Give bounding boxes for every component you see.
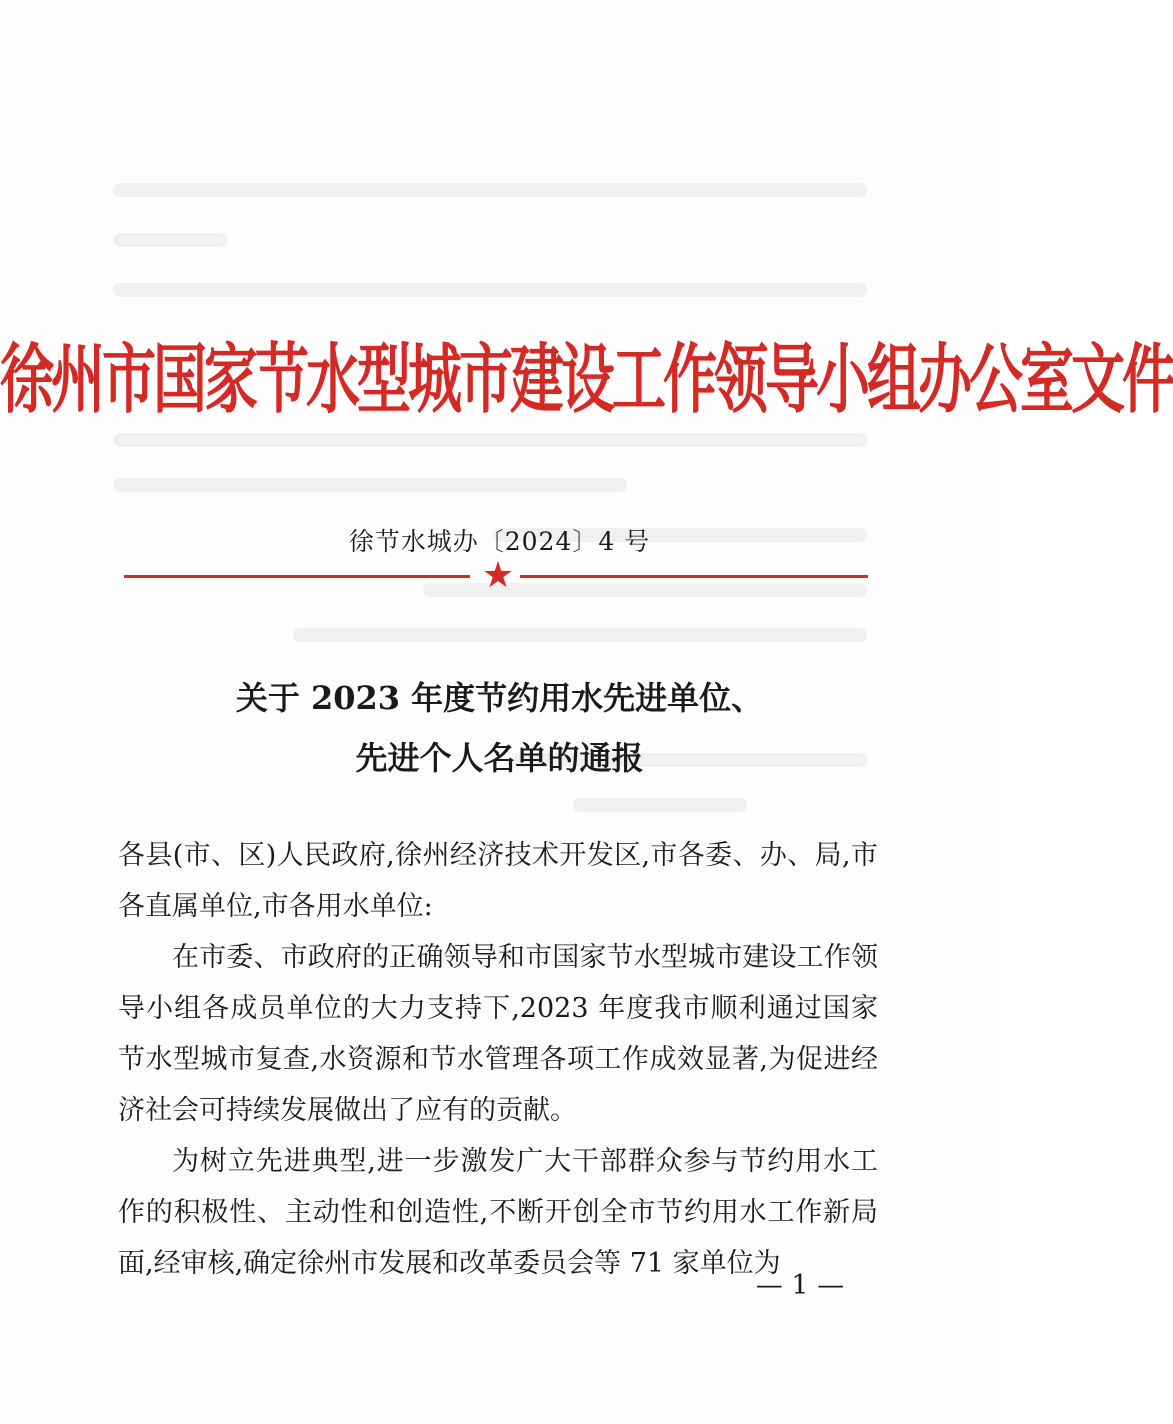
notice-title-line-1: 关于 2023 年度节约用水先进单位、 <box>235 679 764 717</box>
page-number: — 1 — <box>755 1270 845 1301</box>
document-header-title: 徐州市国家节水型城市建设工作领导小组办公室文件 <box>0 335 1173 424</box>
document-number: 徐节水城办〔2024〕4 号 <box>348 527 651 556</box>
red-star-icon: ★ <box>481 555 515 596</box>
body-paragraph-2: 为树立先进典型,进一步激发广大干部群众参与节约用水工作的积极性、主动性和创造性,不断开创全市节约用水工作新局面,经审核,确定徐州市发展和改革委员会等 71 家单位为 <box>118 1146 878 1279</box>
document-body <box>118 830 878 1289</box>
notice-title <box>0 668 999 788</box>
salutation: 各县(市、区)人民政府,徐州经济技术开发区,市各委、办、局,市各直属单位,市各用水单位: <box>118 840 878 922</box>
red-rule-right <box>520 575 868 578</box>
body-paragraph-1: 在市委、市政府的正确领导和市国家节水型城市建设工作领导小组各成员单位的大力支持下,2023 年度我市顺利通过国家节水型城市复查,水资源和节水管理各项工作成效显著,为促进经济社会可持续发展做出了应有的贡献。 <box>118 942 878 1126</box>
notice-title-line-2: 先进个人名单的通报 <box>355 739 644 777</box>
red-rule-left <box>124 575 470 578</box>
